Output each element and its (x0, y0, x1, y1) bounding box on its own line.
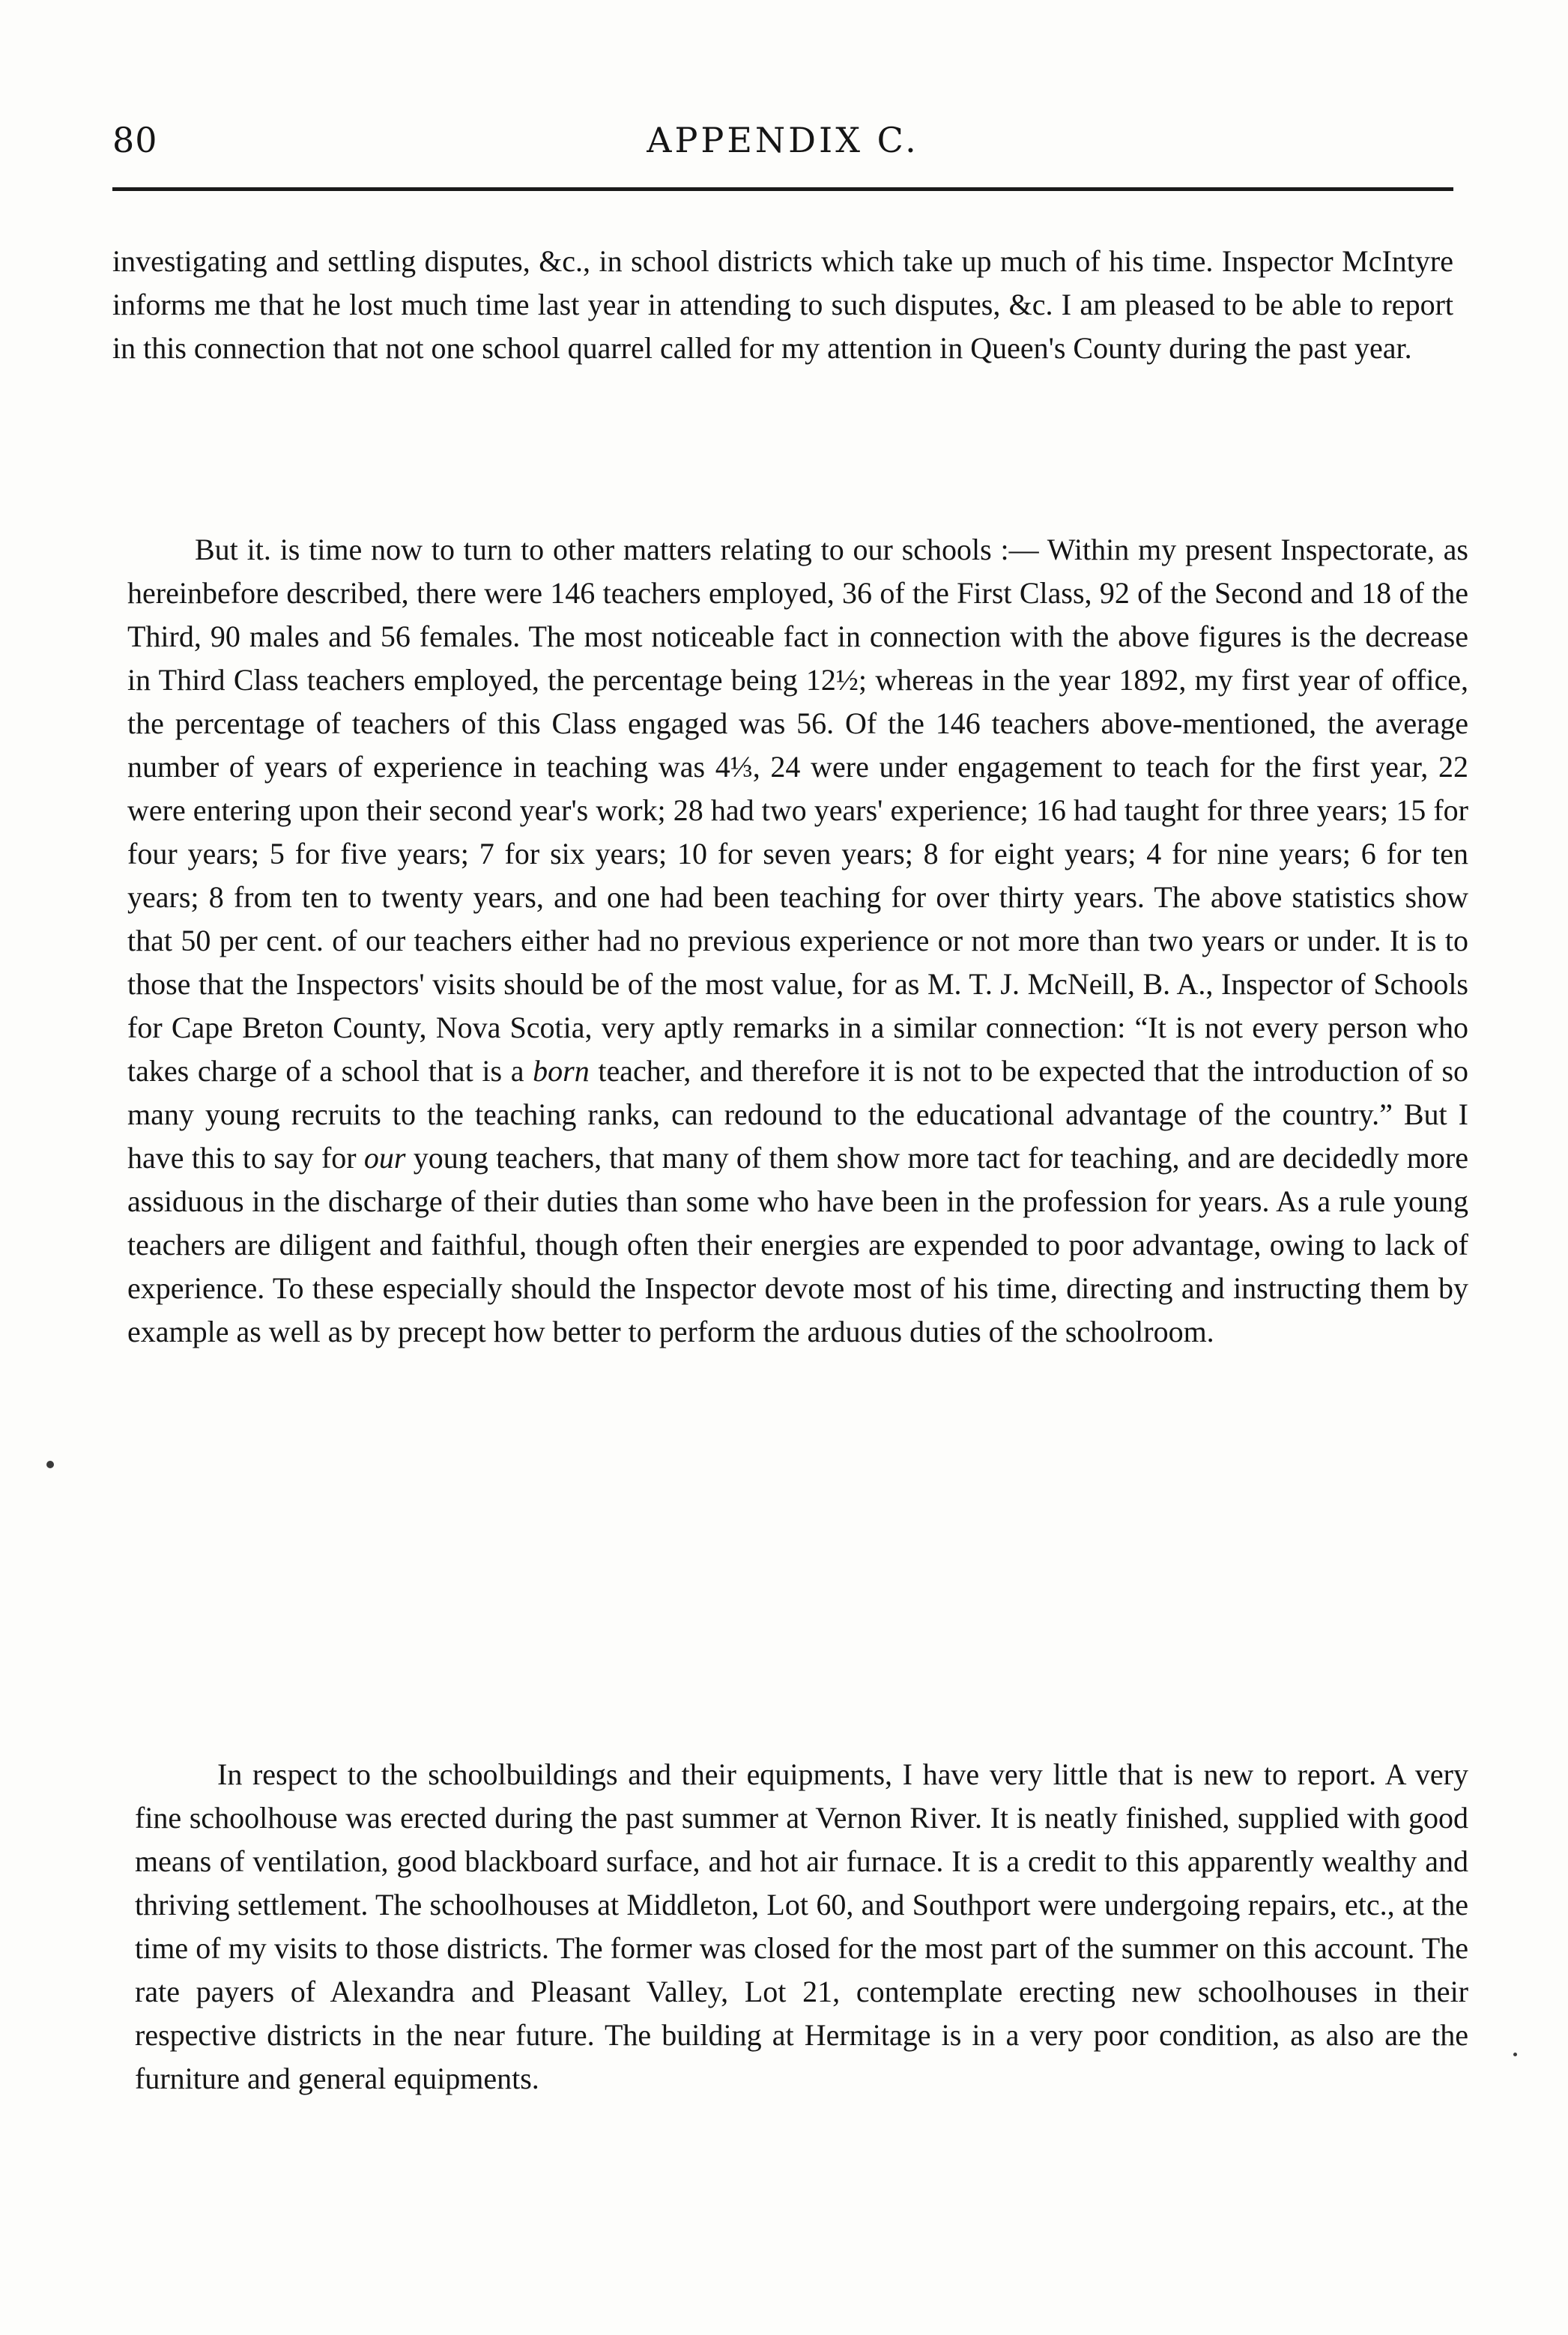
emphasis-our: our (363, 1141, 406, 1175)
page-header (112, 120, 1453, 165)
paragraph-teachers (127, 528, 1468, 1354)
paragraph-disputes: investigating and settling disputes, &c., in school districts which take up much of his time. Inspector McIntyre informs me that he lost much time last year in attending to such disputes, &c. I am pleased to be able to report in this connection that not one school quarrel called for my attention in Queen's County during the past year. (112, 244, 1453, 365)
header-rule (112, 187, 1453, 191)
emphasis-born: born (533, 1054, 590, 1088)
running-head-title: APPENDIX C. (647, 120, 919, 160)
paragraph-teachers-text-3: young teachers, that many of them show more tact for teaching, and are decidedly more assiduous in the discharge of their duties than some who have been in the profession for years. As a rule young teachers are diligent and faithful, though often their energies are expended to poor advantage, owing to lack of experience. To these especially should the Inspector devote most of his time, directing and instructing them by example as well as by precept how better to perform the arduous duties of the schoolroom. (127, 1141, 1468, 1348)
paragraph-teachers-text-2: teacher, and therefore it is not to be expected that the introduction of so many young recruits to the teaching ranks, can redound to the educational advantage of the country.” But I have this to say for (127, 1054, 1469, 1175)
paragraph-teachers-text-1: But it. is time now to turn to other matters relating to our schools :— Within my present Inspectorate, as hereinbefore described, there were 146 teachers employed, 36 of the First Class, 92 of the Second and 18 of the Third, 90 males and 56 females. The most noticeable fact in connection with the above figures is the decrease in Third Class teachers employed, the percentage being 12½; whereas in the year 1892, my first year of office, the percentage of teachers of this Class engaged was 56. Of the 146 teachers above-mentioned, the average number of years of experience in teaching was 4⅓, 24 were under engagement to teach for the first year, 22 were entering upon their second year's work; 28 had two years' experience; 16 had taught for three years; 15 for four years; 5 for five years; 7 for six years; 10 for seven years; 8 for eight years; 4 for nine years; 6 for ten years; 8 from ten to twenty years, and one had been teaching for over thirty years. The above statistics show that 50 per cent. of our teachers either had no previous experience or not more than two years or under. It is to those that the Inspectors' visits should be of the most value, for as M. T. J. McNeill, B. A., Inspector of Schools for Cape Breton County, Nova Scotia, very aptly remarks in a similar connection: “It is not every person who takes charge of a school that is a (127, 533, 1468, 1088)
page-number: 80 (112, 120, 158, 160)
paragraph-schoolbuildings: In respect to the schoolbuildings and their equipments, I have very little that is new to report. A very fine schoolhouse was erected during the past summer at Vernon River. It is neatly finished, supplied with good means of ventilation, good blackboard surface, and hot air furnace. It is a credit to this apparently wealthy and thriving settlement. The schoolhouses at Middleton, Lot 60, and Southport were undergoing repairs, etc., at the time of my visits to those districts. The former was closed for the most part of the summer on this account. The rate payers of Alexandra and Pleasant Valley, Lot 21, contemplate erecting new schoolhouses in their respective districts in the near future. The building at Hermitage is in a very poor condition, as also are the furniture and general equipments. (135, 1757, 1468, 2095)
margin-speck (1513, 2053, 1517, 2056)
margin-speck (46, 1461, 54, 1468)
